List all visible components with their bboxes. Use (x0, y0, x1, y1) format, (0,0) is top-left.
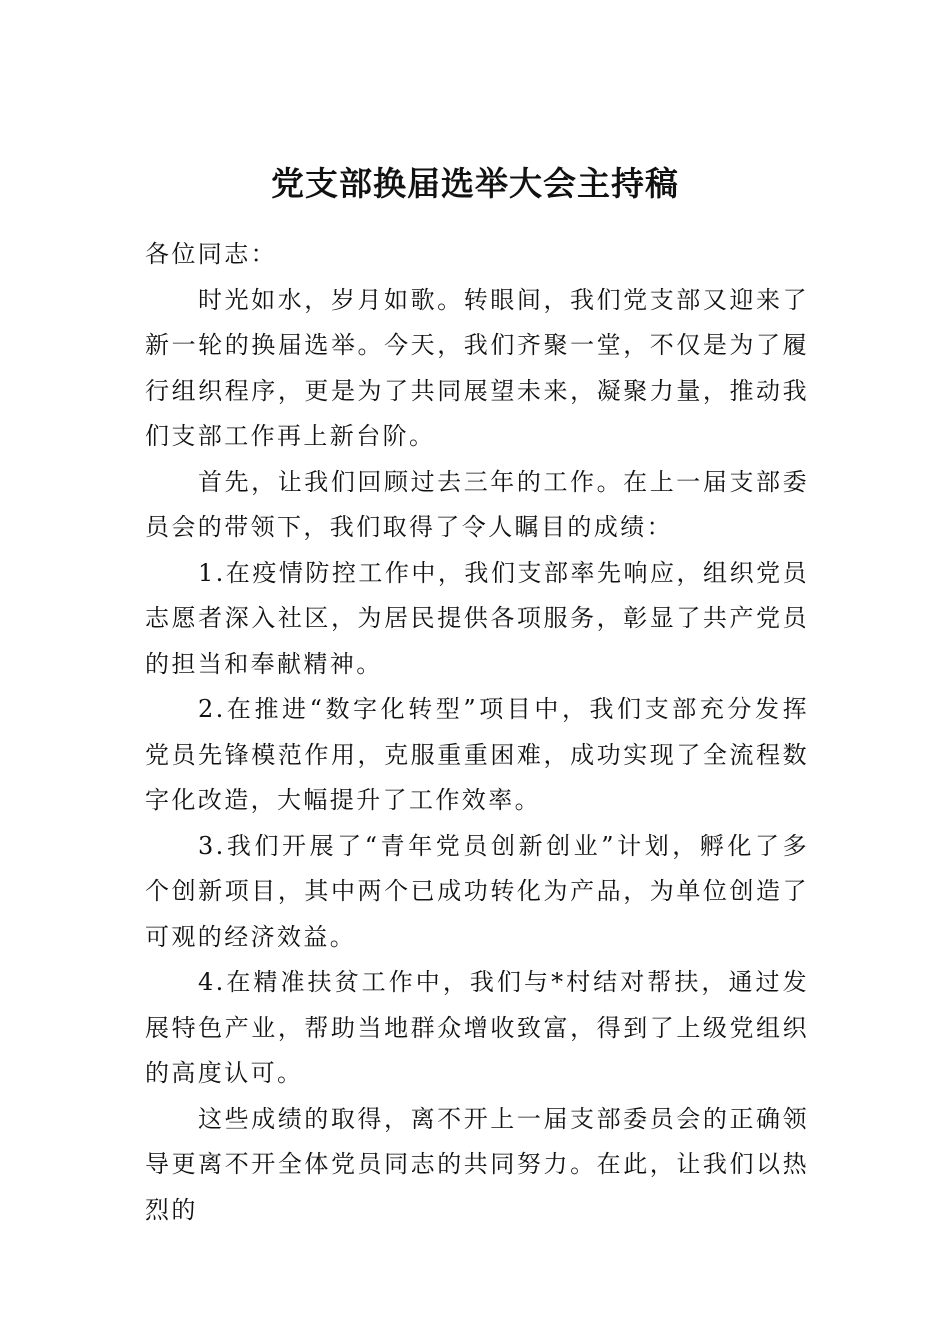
paragraph-closing: 这些成绩的取得，离不开上一届支部委员会的正确领导更离不开全体党员同志的共同努力。在此，让我们以热烈的 (145, 1104, 809, 1224)
paragraph-item-4: 4.在精准扶贫工作中，我们与*村结对帮扶，通过发展特色产业，帮助当地群众增收致富，得到了上级党组织的高度认可。 (145, 968, 809, 1087)
paragraph-item-1: 1.在疫情防控工作中，我们支部率先响应，组织党员志愿者深入社区，为居民提供各项服务，彰显了共产党员的担当和奉献精神。 (145, 558, 809, 678)
paragraph-item-3: 3.我们开展了“青年党员创新创业”计划，孵化了多个创新项目，其中两个已成功转化为产品，为单位创造了可观的经济效益。 (145, 831, 809, 951)
document-body (145, 232, 809, 1233)
paragraph-review: 首先，让我们回顾过去三年的工作。在上一届支部委员会的带领下，我们取得了令人瞩目的成绩： (145, 467, 809, 541)
paragraph-item-2: 2.在推进“数字化转型”项目中，我们支部充分发挥党员先锋模范作用，克服重重困难，成功实现了全流程数字化改造，大幅提升了工作效率。 (145, 695, 809, 814)
document-title: 党支部换届选举大会主持稿 (271, 164, 679, 203)
paragraph-intro: 时光如水，岁月如歌。转眼间，我们党支部又迎来了新一轮的换届选举。今天，我们齐聚一堂，不仅是为了履行组织程序，更是为了共同展望未来，凝聚力量，推动我们支部工作再上新台阶。 (145, 285, 809, 450)
salutation: 各位同志： (145, 240, 277, 268)
